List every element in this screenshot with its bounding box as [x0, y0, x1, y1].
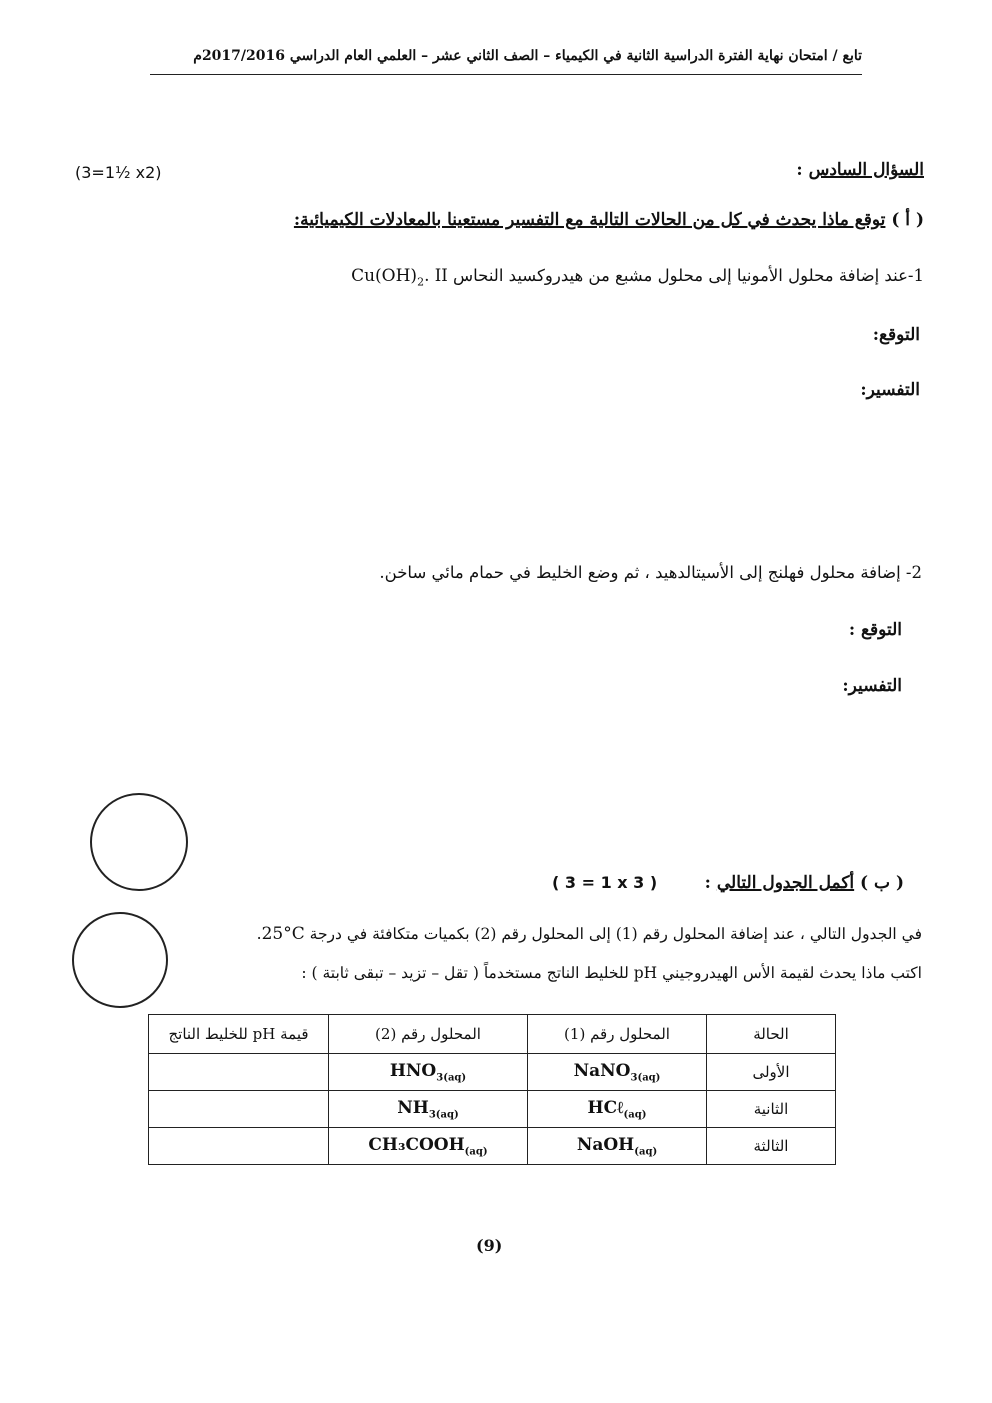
- table-row: [149, 1054, 836, 1091]
- page-header: تابع / امتحان نهاية الفترة الدراسية الثانية في الكيمياء – الصف الثاني عشر – العلمي العام الدراسي 2017/2016م: [150, 48, 862, 75]
- ph-table: [148, 1014, 836, 1165]
- explanation-label-1: التفسير:: [860, 380, 920, 400]
- solution-2-cell: $NH_{3(aq)}$: [329, 1091, 528, 1128]
- table-row: [149, 1091, 836, 1128]
- question-title-colon: :: [796, 160, 809, 180]
- item-1-formula: $Cu(OH)_2$.: [351, 266, 430, 289]
- part-a-prefix: ( أ ): [885, 210, 924, 230]
- table-intro-line-1: في الجدول التالي ، عند إضافة المحلول رقم (1) إلى المحلول رقم (2) بكميات متكافئة في درجة 25°C.: [256, 924, 922, 944]
- solution-2-cell: $CH_3COOH_{(aq)}$: [329, 1128, 528, 1165]
- question-marks: (3=1½ x2): [75, 163, 162, 182]
- part-a-heading: [204, 210, 924, 230]
- case-cell: الثانية: [707, 1091, 836, 1128]
- item-2: 2- إضافة محلول فهلنج إلى الأسيتالدهيد ، ثم وضع الخليط في حمام مائي ساخن.: [379, 563, 922, 582]
- header-solution-1: المحلول رقم (1): [528, 1015, 707, 1054]
- table-row: [149, 1128, 836, 1165]
- part-b-prefix: ( ب ): [854, 873, 904, 893]
- solution-1-cell: HCℓ$_{(aq)}$: [528, 1091, 707, 1128]
- item-1: [351, 266, 924, 288]
- ph-answer-cell[interactable]: [149, 1091, 329, 1128]
- table-header-row: [149, 1015, 836, 1054]
- item-1-text: 1-عند إضافة محلول الأمونيا إلى محلول مشبع من هيدروكسيد النحاس II: [429, 266, 924, 285]
- part-b-marks: ( 3 = 1 x 3 ): [552, 873, 658, 892]
- question-title-text: السؤال السادس: [808, 160, 924, 180]
- header-case: الحالة: [707, 1015, 836, 1054]
- explanation-label-2: التفسير:: [842, 676, 902, 696]
- solution-1-cell: NaNO$_{3(aq)}$: [528, 1054, 707, 1091]
- part-b-heading: [705, 873, 904, 893]
- score-circle-a: [90, 793, 188, 891]
- case-cell: الثالثة: [707, 1128, 836, 1165]
- expectation-label-2: التوقع :: [848, 620, 902, 640]
- solution-2-cell: $HNO_{3(aq)}$: [329, 1054, 528, 1091]
- solution-1-cell: NaOH$_{(aq)}$: [528, 1128, 707, 1165]
- part-b-colon: :: [704, 873, 717, 893]
- temperature-value: 25°C: [261, 924, 305, 944]
- page-number: (9): [476, 1236, 503, 1255]
- expectation-label-1: التوقع:: [872, 325, 920, 345]
- ph-answer-cell[interactable]: [149, 1128, 329, 1165]
- case-cell: الأولى: [707, 1054, 836, 1091]
- part-a-instruction: توقع ماذا يحدث في كل من الحالات التالية مع التفسير مستعينا بالمعادلات الكيميائية:: [293, 210, 886, 230]
- header-ph: قيمة pH للخليط الناتج: [149, 1015, 329, 1054]
- header-solution-2: المحلول رقم (2): [329, 1015, 528, 1054]
- question-title: [796, 160, 924, 180]
- table-intro-line-2: اكتب ماذا يحدث لقيمة الأس الهيدروجيني pH للخليط الناتج مستخدماً ( تقل – تزيد – تبقى ثابتة ) :: [301, 964, 922, 982]
- score-circle-b: [72, 912, 168, 1008]
- ph-answer-cell[interactable]: [149, 1054, 329, 1091]
- part-b-title: أكمل الجدول التالي: [716, 873, 855, 893]
